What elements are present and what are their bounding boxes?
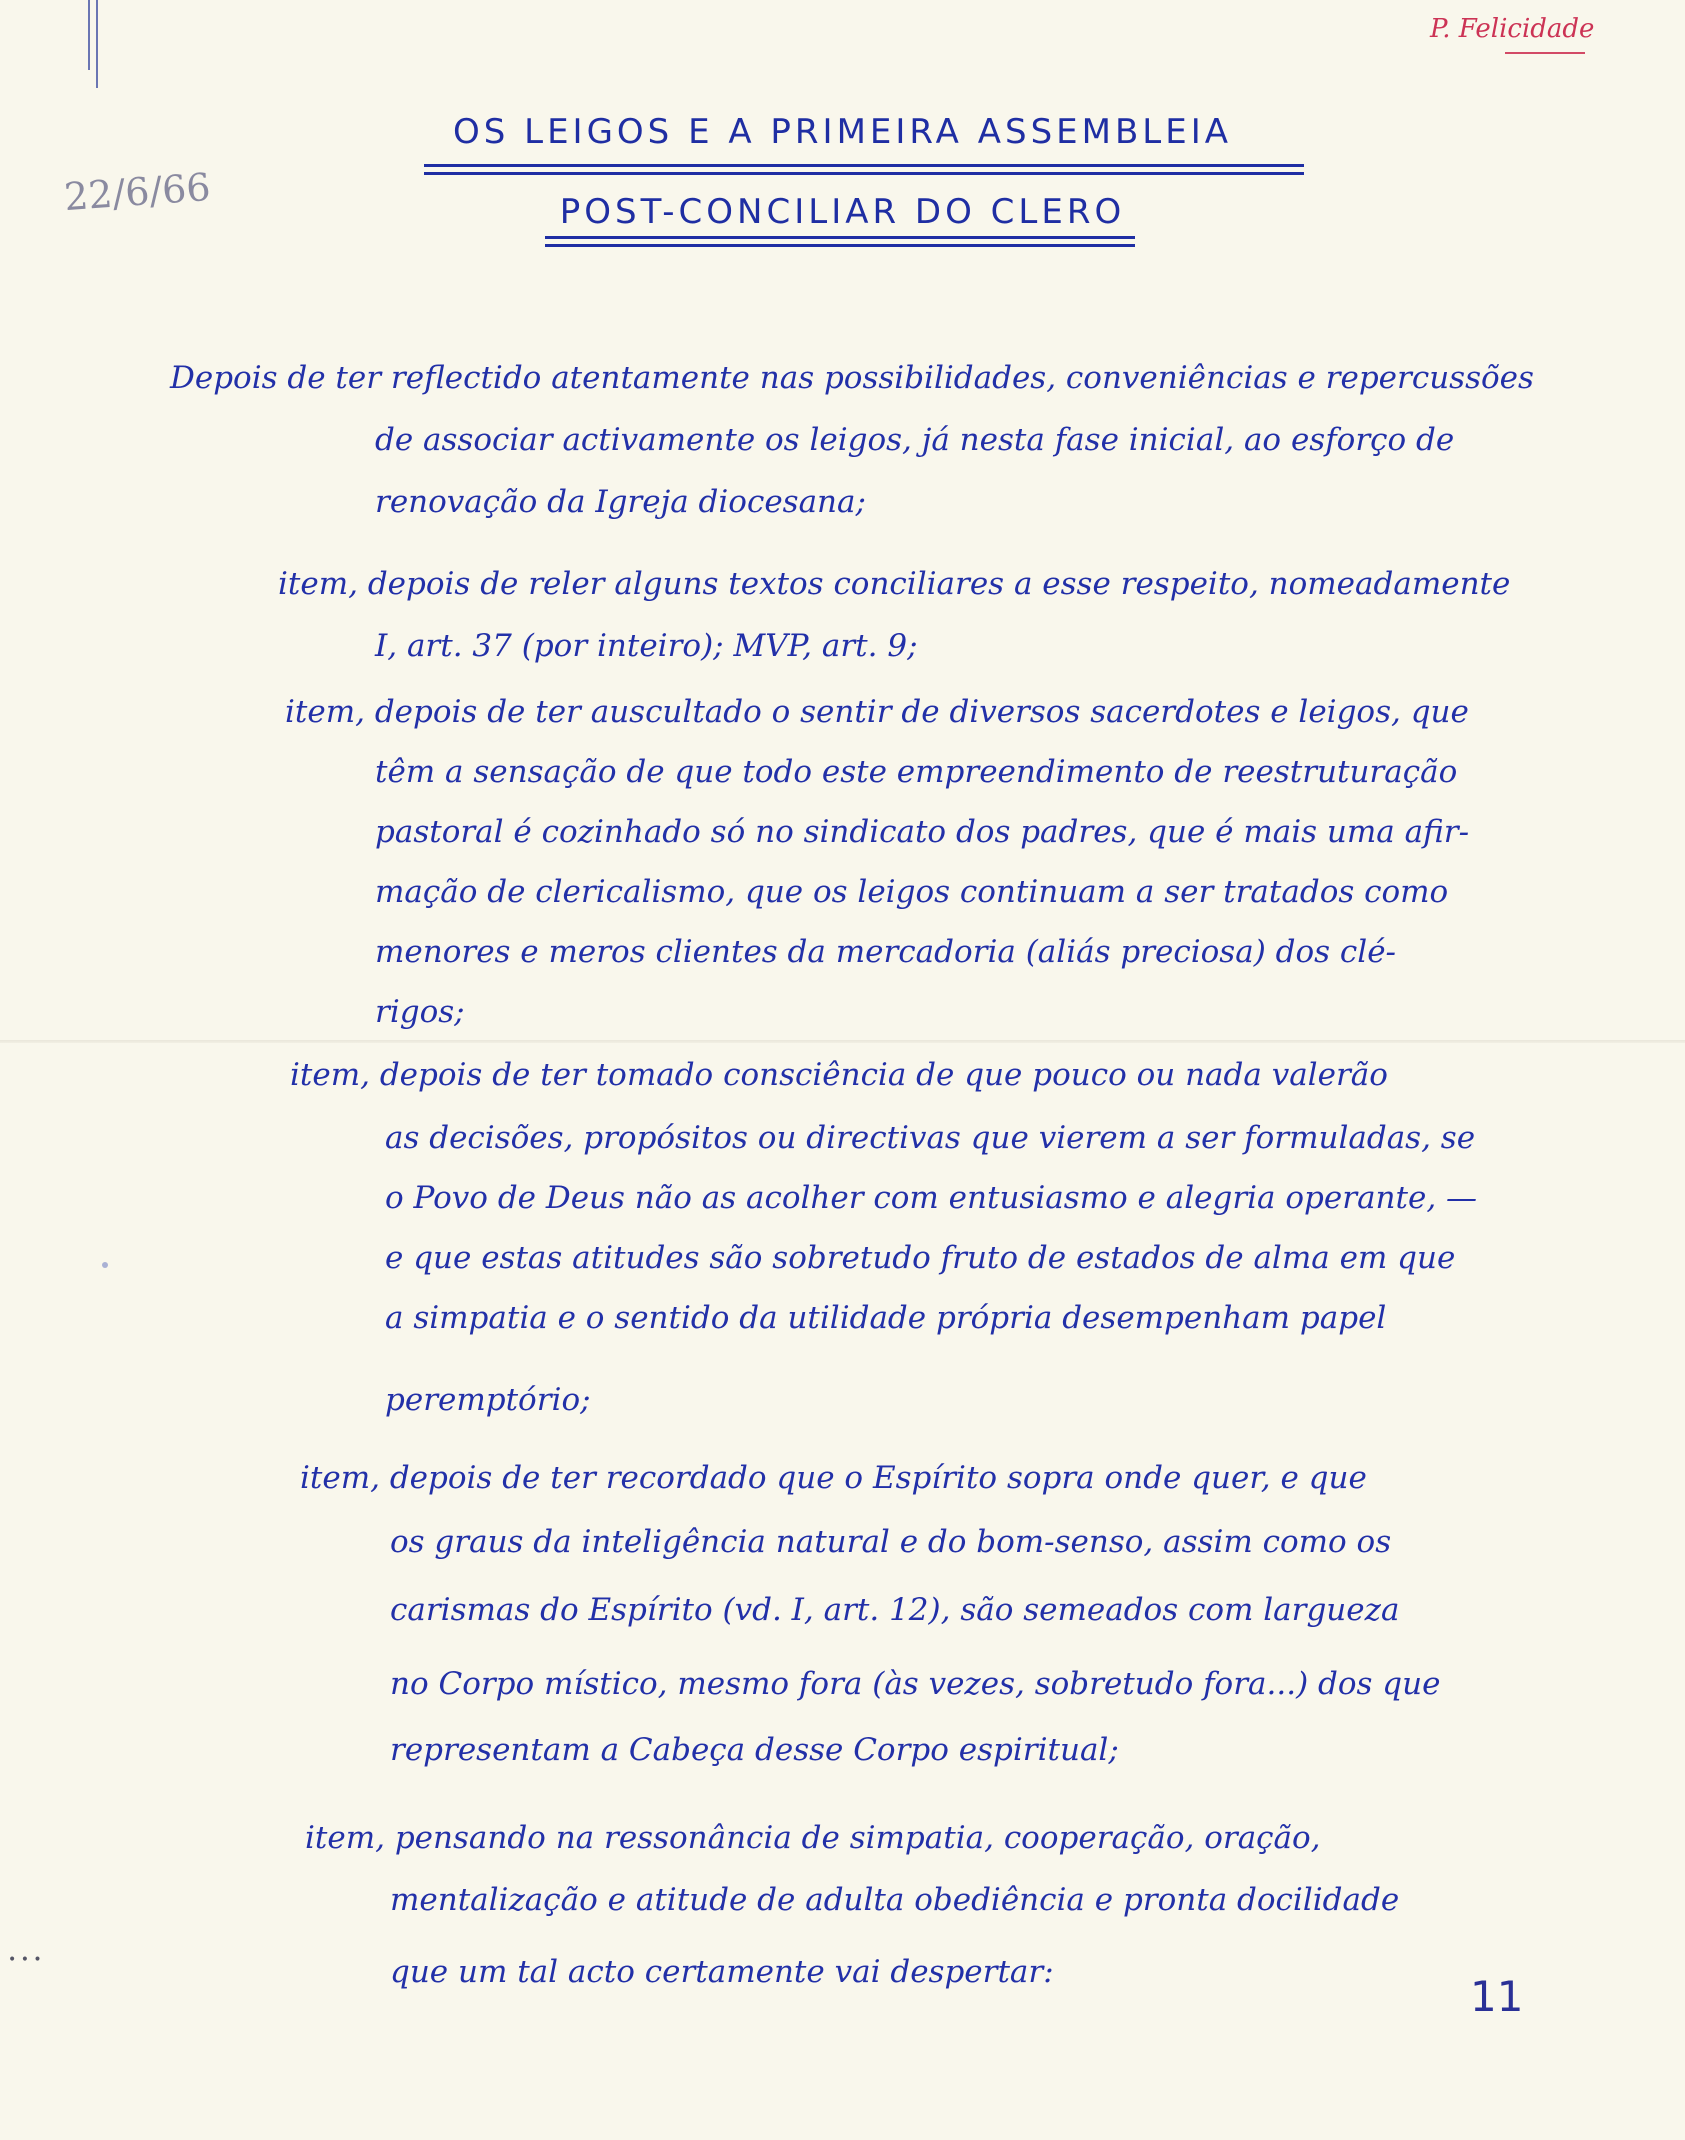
body-line: item, depois de ter recordado que o Espírito sopra onde quer, e que — [300, 1460, 1367, 1496]
body-line: o Povo de Deus não as acolher com entusiasmo e alegria operante, — — [385, 1180, 1478, 1216]
body-line: renovação da Igreja diocesana; — [375, 484, 866, 520]
body-line: item, depois de ter tomado consciência de que pouco ou nada valerão — [290, 1057, 1388, 1093]
body-line: menores e meros clientes da mercadoria (aliás preciosa) dos clé- — [375, 934, 1397, 970]
title-underline-2b — [545, 244, 1135, 247]
date-note: 22/6/66 — [62, 164, 212, 220]
top-margin-mark — [88, 0, 100, 88]
body-line: representam a Cabeça desse Corpo espiritual; — [390, 1732, 1119, 1768]
body-line: mentalização e atitude de adulta obediência e pronta docilidade — [390, 1882, 1400, 1918]
body-line: os graus da inteligência natural e do bom-senso, assim como os — [390, 1524, 1392, 1560]
body-line: item, depois de reler alguns textos conciliares a esse respeito, nomeadamente — [278, 566, 1511, 602]
body-line: I, art. 37 (por inteiro); MVP, art. 9; — [375, 628, 918, 664]
body-line: pastoral é cozinhado só no sindicato dos padres, que é mais uma afir- — [375, 814, 1470, 850]
body-line: item, depois de ter auscultado o sentir de diversos sacerdotes e leigos, que — [285, 694, 1469, 730]
body-line: carismas do Espírito (vd. I, art. 12), são semeados com largueza — [390, 1592, 1400, 1628]
body-line: no Corpo místico, mesmo fora (às vezes, sobretudo fora...) dos que — [390, 1666, 1441, 1702]
corner-tag: P. Felicidade — [1430, 14, 1595, 44]
title-line-2: POST-CONCILIAR DO CLERO — [559, 192, 1126, 232]
title-underline-1a — [424, 164, 1304, 167]
ink-speck — [102, 1262, 108, 1268]
title-underline-2a — [545, 236, 1135, 239]
body-line: Depois de ter reflectido atentamente nas possibilidades, conveniências e repercussões — [170, 360, 1534, 396]
body-line: as decisões, propósitos ou directivas que vierem a ser formuladas, se — [385, 1120, 1476, 1156]
paper-fold-line — [0, 1040, 1685, 1043]
body-line: item, pensando na ressonância de simpatia, cooperação, oração, — [305, 1820, 1321, 1856]
body-line: a simpatia e o sentido da utilidade própria desempenham papel — [385, 1300, 1387, 1336]
title-underline-1b — [424, 172, 1304, 175]
title-line-1: OS LEIGOS E A PRIMEIRA ASSEMBLEIA — [452, 112, 1233, 152]
page-number: 11 — [1470, 1972, 1524, 2021]
body-line: e que estas atitudes são sobretudo fruto de estados de alma em que — [385, 1240, 1456, 1276]
body-line: rigos; — [375, 994, 465, 1030]
corner-tag-underline — [1505, 52, 1585, 54]
body-line: de associar activamente os leigos, já nesta fase inicial, ao esforço de — [375, 422, 1455, 458]
body-line: que um tal acto certamente vai despertar: — [390, 1954, 1054, 1990]
body-line: têm a sensação de que todo este empreendimento de reestruturação — [375, 754, 1458, 790]
margin-dots: • • • — [8, 1952, 42, 1968]
body-line: peremptório; — [385, 1382, 591, 1418]
body-line: mação de clericalismo, que os leigos continuam a ser tratados como — [375, 874, 1449, 910]
